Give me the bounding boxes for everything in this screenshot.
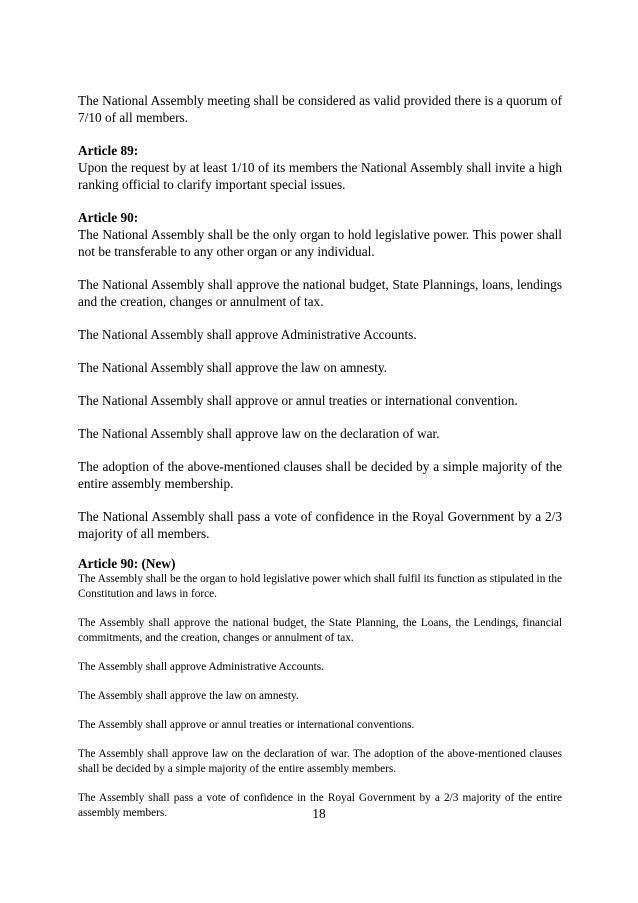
article-90-new-paragraph: The Assembly shall approve the law on amnesty. xyxy=(78,690,299,702)
article-90 xyxy=(78,209,562,542)
page-content xyxy=(78,92,562,835)
article-90-paragraph: The National Assembly shall pass a vote of confidence in the Royal Government by a 2/3 majority of all members. xyxy=(78,509,562,541)
article-90-new-heading: Article 90: (New) xyxy=(78,556,176,571)
article-90-paragraph: The National Assembly shall approve or annul treaties or international convention. xyxy=(78,393,518,408)
article-90-paragraph: The National Assembly shall approve the law on amnesty. xyxy=(78,360,387,375)
article-89-text: Upon the request by at least 1/10 of its members the National Assembly shall invite a high ranking official to clarify important special issues. xyxy=(78,160,562,192)
article-90-paragraph: The National Assembly shall approve law on the declaration of war. xyxy=(78,426,440,441)
page-number: 18 xyxy=(312,806,326,821)
article-90-paragraph: The National Assembly shall approve Administrative Accounts. xyxy=(78,327,417,342)
article-90-new-paragraph: The Assembly shall be the organ to hold legislative power which shall fulfil its function as stipulated in the Constitution and laws in force. xyxy=(78,573,562,600)
article-90-new xyxy=(78,556,562,821)
article-90-paragraph: The National Assembly shall approve the national budget, State Plannings, loans, lendings and the creation, changes or annulment of tax. xyxy=(78,277,562,309)
article-90-new-paragraph: The Assembly shall approve law on the declaration of war. The adoption of the above-mentioned clauses shall be decided by a simple majority of the entire assembly members. xyxy=(78,748,562,775)
article-90-paragraph: The adoption of the above-mentioned clauses shall be decided by a simple majority of the entire assembly membership. xyxy=(78,459,562,491)
article-90-new-paragraph: The Assembly shall pass a vote of confidence in the Royal Government by a 2/3 majority of the entire assembly members. xyxy=(78,792,562,819)
article-90-new-paragraph: The Assembly shall approve or annul treaties or international conventions. xyxy=(78,719,415,731)
article-90-heading: Article 90: xyxy=(78,210,139,225)
article-89-heading: Article 89: xyxy=(78,143,139,158)
article-89 xyxy=(78,142,562,193)
article-90-new-paragraph: The Assembly shall approve the national budget, the State Planning, the Loans, the Lendings, financial commitments, and the creation, changes or annulment of tax. xyxy=(78,617,562,644)
article-90-paragraph: The National Assembly shall be the only organ to hold legislative power. This power shall not be transferable to any other organ or any individual. xyxy=(78,227,562,259)
article-90-new-paragraph: The Assembly shall approve Administrative Accounts. xyxy=(78,661,324,673)
intro-paragraph: The National Assembly meeting shall be considered as valid provided there is a quorum of 7/10 of all members. xyxy=(78,93,562,125)
